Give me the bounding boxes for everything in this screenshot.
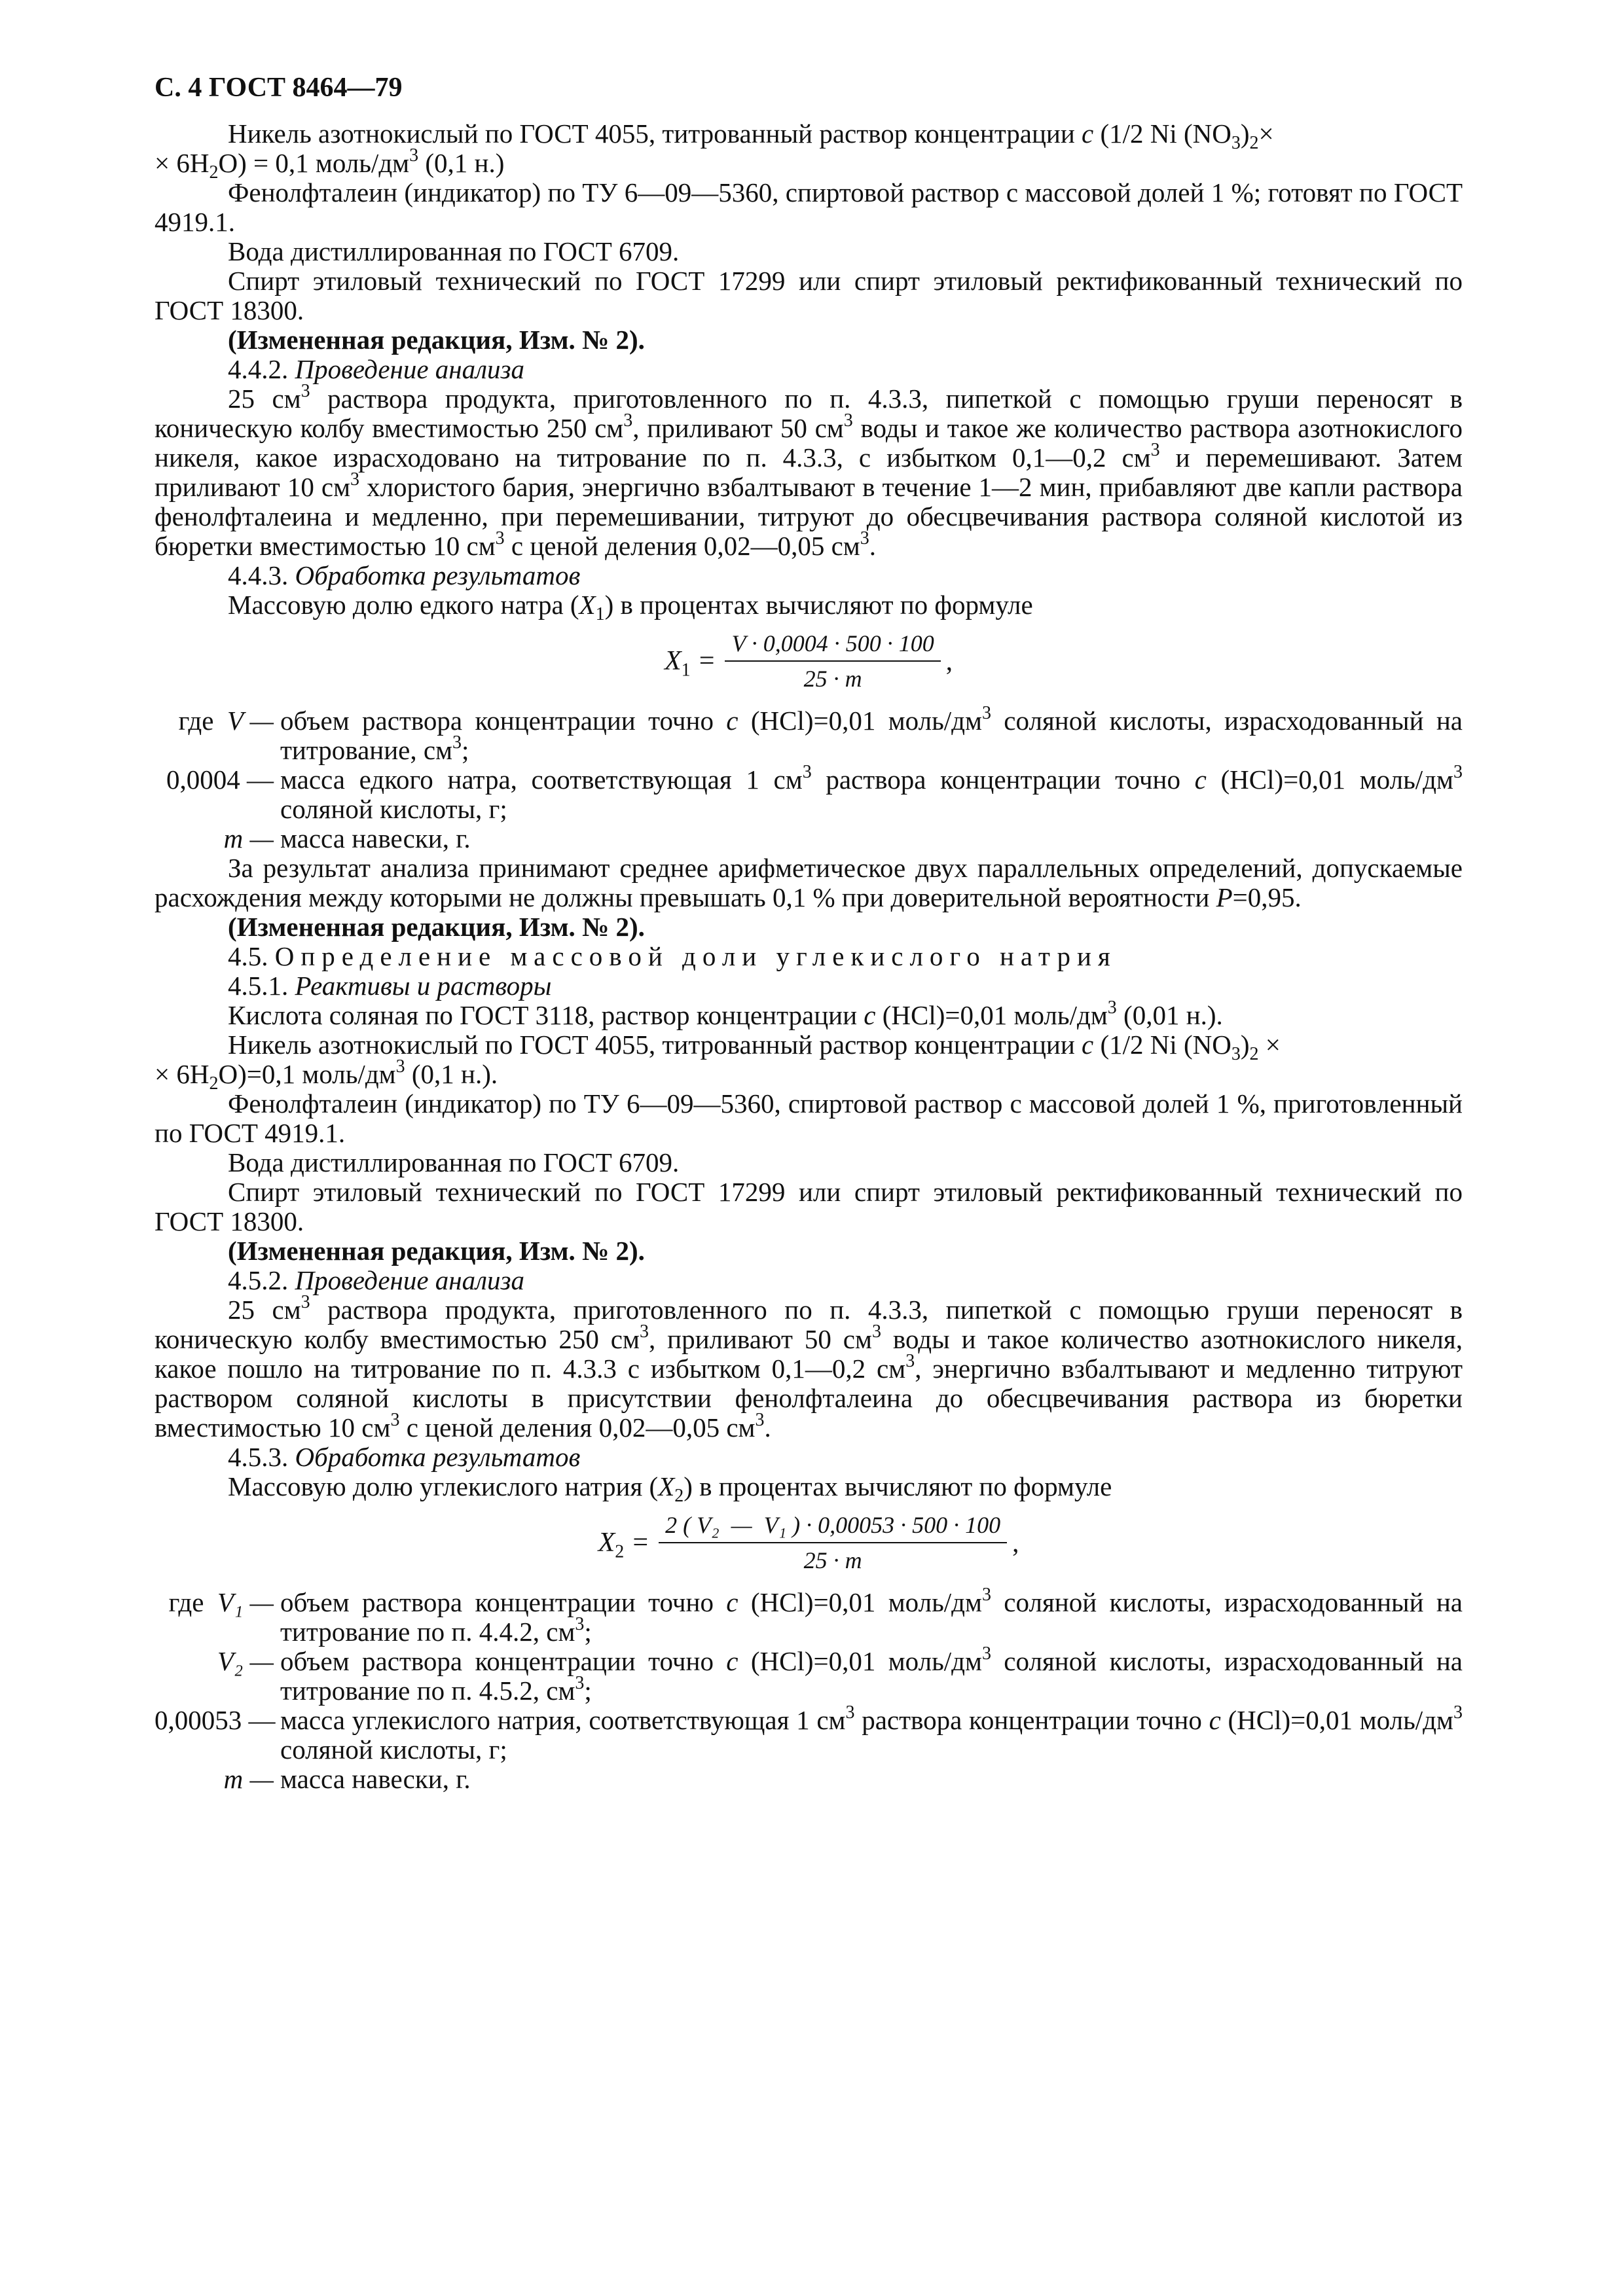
definition-v2: V₂ — объем раствора концентрации точно c (HCl)=0,01 моль/$дм^3$ соляной кислоты, израсходованный на титрование по п. 4.5.2, $см^3$; <box>217 1643 1463 1706</box>
paragraph-spirit: Спирт этиловый технический по ГОСТ 17299 или спирт этиловый ректификованный технический по ГОСТ 18300. <box>155 266 1463 325</box>
document-body <box>155 119 1463 1794</box>
paragraph-nickel-nitrate: Никель азотнокислый по ГОСТ 4055, титрованный раствор концентрации c (1/2 Ni $(NO_3)_2\times$ × $6H_2O) = 0,1$ моль/$дм^3$ (0,1 н.) <box>155 118 1274 183</box>
paragraph-phenolphthalein-2: Фенолфталеин (индикатор) по ТУ 6—09—5360, спиртовой раствор с массовой долей 1 %, приготовленный по ГОСТ 4919.1. <box>155 1088 1463 1148</box>
formula-x1: $X_1$ = $\frac{V \cdot 0,0004 \cdot 500 \cdot 100}{25 \cdot m}$ , <box>664 630 953 692</box>
formula-x2: $X_2$ = $\frac{\text{2 ( V₂ — V₁ ) · 0,00053 · 500 · 100}}{25 \cdot m}$ , <box>598 1512 1019 1573</box>
paragraph-nickel-nitrate-2: Никель азотнокислый по ГОСТ 4055, титрованный раствор концентрации c (1/2 Ni $(NO_3)_2$ × × $6H_2O)=0,1$ моль/$дм^3$ (0,1 н.). <box>155 1030 1281 1094</box>
paragraph-procedure-4-5-2: 25 $см^3$ раствора продукта, приготовленного по п. 4.3.3, пипеткой с помощью груши переносят в коническую колбу вместимостью 250 $см^3$, приливают 50 $см^3$ воды и такое количество азотнокислого никеля, какое пошло на титрование по п. 4.3.3 с избытком 0,1—0,2 $см^3$, энергично взбалтывают и медленно титруют раствором соляной кислоты в присутствии фенолфталеина до обесцвечивания раствора из бюретки вместимостью 10 $см^3$ с ценой деления 0,02—0,05 $см^3$. <box>155 1292 1463 1443</box>
page-header: С. 4 ГОСТ 8464—79 <box>155 73 403 103</box>
section-heading-4-4-2: 4.4.2. Проведение анализа <box>228 354 525 384</box>
definition-m-2: m — масса навески, г. <box>223 1764 471 1794</box>
definition-v1: где V₁ — объем раствора концентрации точно c (HCl)=0,01 моль/$дм^3$ соляной кислоты, израсходованный на титрование по п. 4.4.2, $см^3$; <box>168 1585 1463 1647</box>
section-heading-4-5-1: 4.5.1. Реактивы и растворы <box>228 971 552 1001</box>
revision-note: (Измененная редакция, Изм. № 2). <box>228 1236 645 1266</box>
section-heading-4-5: 4.5. Определение массовой доли углекислого натрия <box>228 941 1117 971</box>
formula-denominator: 25 · m <box>803 666 862 692</box>
section-heading-4-5-2: 4.5.2. Проведение анализа <box>228 1265 525 1295</box>
formula-fraction <box>659 1511 1007 1575</box>
revision-note: (Измененная редакция, Изм. № 2). <box>228 912 645 942</box>
paragraph-procedure-4-4-2: 25 $см^3$ раствора продукта, приготовленного по п. 4.3.3, пипеткой с помощью груши переносят в коническую колбу вместимостью 250 $см^3$, приливают 50 $см^3$ воды и такое же количество раствора азотнокислого никеля, какое израсходовано на титрование по п. 4.3.3, с избытком 0,1—0,2 $см^3$ и перемешивают. Затем приливают 10 $см^3$ хлористого бария, энергично взбалтывают в течение 1—2 мин, прибавляют две капли раствора фенолфталеина и медленно, при перемешивании, титруют до обесцвечивания раствора соляной кислотой из бюретки вместимостью 10 $см^3$ с ценой деления 0,02—0,05 $см^3$. <box>155 381 1463 561</box>
paragraph-formula-intro-x2: Массовую долю углекислого натрия $(X_2)$ в процентах вычисляют по формуле <box>228 1471 1112 1507</box>
section-heading-4-5-3: 4.5.3. Обработка результатов <box>228 1442 581 1472</box>
paragraph-formula-intro-x1: Массовую долю едкого натра $(X_1)$ в процентах вычисляют по формуле <box>228 590 1033 625</box>
paragraph-phenolphthalein: Фенолфталеин (индикатор) по ТУ 6—09—5360, спиртовой раствор с массовой долей 1 %; готовят по ГОСТ 4919.1. <box>155 177 1463 237</box>
definition-v: где V — объем раствора концентрации точно c (HCl)=0,01 моль/$дм^3$ соляной кислоты, израсходованный на титрование, $см^3$; <box>178 703 1463 765</box>
definition-constant-0-00053: 0,00053 — масса углекислого натрия, соответствующая 1 $см^3$ раствора концентрации точно c (HCl)=0,01 моль/$дм^3$ соляной кислоты, г; <box>155 1702 1463 1765</box>
formula-numerator: 2 ( V₂ — V₁ ) · 0,00053 · 500 · 100 <box>659 1511 1007 1543</box>
paragraph-water-2: Вода дистиллированная по ГОСТ 6709. <box>228 1147 680 1177</box>
section-heading-4-4-3: 4.4.3. Обработка результатов <box>228 560 581 590</box>
formula-lhs: $X_2$ = <box>598 1527 650 1562</box>
formula-denominator: 25 · m <box>803 1547 862 1573</box>
formula-lhs: $X_1$ = <box>664 645 716 680</box>
formula-fraction <box>725 629 940 693</box>
paragraph-spirit-2: Спирт этиловый технический по ГОСТ 17299 или спирт этиловый ректификованный технический по ГОСТ 18300. <box>155 1177 1463 1236</box>
paragraph-hydrochloric-acid: Кислота соляная по ГОСТ 3118, раствор концентрации c (HCl)=0,01 моль/$дм^3$ (0,01 н.). <box>228 997 1223 1030</box>
definition-constant-0-0004: 0,0004 — масса едкого натра, соответствующая 1 $см^3$ раствора концентрации точно c (HCl)=0,01 моль/$дм^3$ соляной кислоты, г; <box>166 762 1463 824</box>
revision-note: (Измененная редакция, Изм. № 2). <box>228 325 645 355</box>
definition-m: m — масса навески, г. <box>223 823 471 853</box>
paragraph-result: За результат анализа принимают среднее арифметическое двух параллельных определений, допускаемые расхождения между которыми не должны превышать 0,1 % при доверительной вероятности P=0,95. <box>155 853 1463 912</box>
formula-numerator: V · 0,0004 · 500 · 100 <box>725 629 940 662</box>
paragraph-water: Вода дистиллированная по ГОСТ 6709. <box>228 236 680 266</box>
